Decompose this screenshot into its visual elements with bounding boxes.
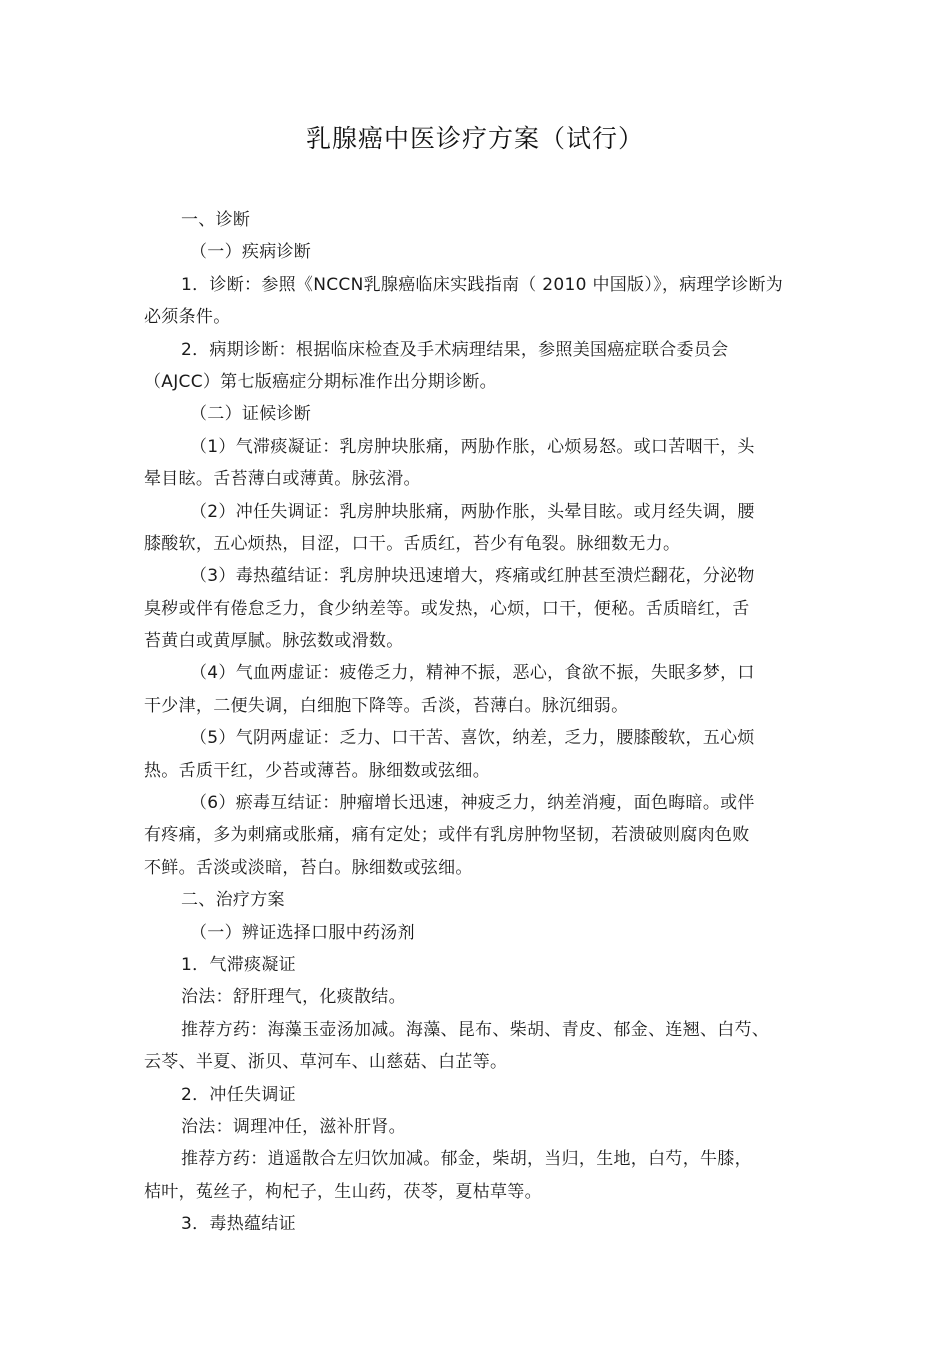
text-line: （3）毒热蕴结证：乳房肿块迅速增大，疼痛或红肿甚至溃烂翻花，分泌物 bbox=[190, 566, 755, 587]
text-line: （AJCC）第七版癌症分期标准作出分期诊断。 bbox=[144, 371, 497, 392]
text-line: 苔黄白或黄厚腻。脉弦数或滑数。 bbox=[144, 631, 404, 652]
text-line: 2．冲任失调证 bbox=[181, 1084, 296, 1105]
text-line: 2．病期诊断：根据临床检查及手术病理结果，参照美国癌症联合委员会 bbox=[181, 339, 729, 360]
text-line: （1）气滞痰凝证：乳房肿块胀痛，两胁作胀，心烦易怒。或口苦咽干，头 bbox=[190, 436, 755, 457]
text-line: 不鲜。舌淡或淡暗，苔白。脉细数或弦细。 bbox=[144, 857, 473, 878]
text-line: （一）辨证选择口服中药汤剂 bbox=[190, 922, 415, 943]
text-line: 一、诊断 bbox=[181, 210, 251, 230]
text-line: 治法：调理冲任，滋补肝肾。 bbox=[181, 1116, 406, 1137]
text-line: 热。舌质干红，少苔或薄苔。脉细数或弦细。 bbox=[144, 760, 490, 781]
text-line: 推荐方药：逍遥散合左归饮加减。郁金，柴胡，当归，生地，白芍，牛膝， bbox=[181, 1149, 752, 1170]
text-line: （二）证候诊断 bbox=[190, 404, 312, 425]
text-line: 有疼痛，多为刺痛或胀痛，痛有定处；或伴有乳房肿物坚韧，若溃破则腐肉色败 bbox=[144, 825, 750, 846]
text-line: 云苓、半夏、浙贝、草河车、山慈菇、白芷等。 bbox=[144, 1052, 508, 1073]
text-line: 二、治疗方案 bbox=[181, 890, 285, 911]
text-line: 1．诊断：参照《NCCN乳腺癌临床实践指南（ 2010 中国版）》，病理学诊断为 bbox=[181, 274, 784, 295]
text-line: 干少津，二便失调，白细胞下降等。舌淡，苔薄白。脉沉细弱。 bbox=[144, 695, 629, 716]
text-line: 推荐方药：海藻玉壶汤加减。海藻、昆布、柴胡、青皮、郁金、连翘、白芍、 bbox=[181, 1019, 770, 1040]
text-line: 治法：舒肝理气，化痰散结。 bbox=[181, 987, 406, 1008]
text-line: （5）气阴两虚证：乏力、口干苦、喜饮，纳差，乏力，腰膝酸软，五心烦 bbox=[190, 728, 755, 749]
document-title: 乳腺癌中医诊疗方案（试行） bbox=[305, 124, 644, 153]
text-line: （6）瘀毒互结证：肿瘤增长迅速，神疲乏力，纳差消瘦，面色晦暗。或伴 bbox=[190, 793, 755, 814]
text-line: （一）疾病诊断 bbox=[190, 242, 312, 263]
text-line: 必须条件。 bbox=[144, 307, 231, 328]
text-line: 3．毒热蕴结证 bbox=[181, 1214, 296, 1235]
text-line: 膝酸软，五心烦热，目涩，口干。舌质红，苔少有龟裂。脉细数无力。 bbox=[144, 533, 681, 554]
text-line: 桔叶，菟丝子，枸杞子，生山药，茯苓，夏枯草等。 bbox=[144, 1181, 542, 1202]
text-line: （2）冲任失调证：乳房肿块胀痛，两胁作胀，头晕目眩。或月经失调，腰 bbox=[190, 501, 755, 522]
text-line: 晕目眩。舌苔薄白或薄黄。脉弦滑。 bbox=[144, 469, 421, 490]
text-line: 臭秽或伴有倦怠乏力，食少纳差等。或发热，心烦，口干，便秘。舌质暗红，舌 bbox=[144, 598, 750, 619]
document-body bbox=[144, 204, 804, 1241]
text-line: （4）气血两虚证：疲倦乏力，精神不振，恶心，食欲不振，失眠多梦，口 bbox=[190, 663, 755, 684]
text-line: 1．气滞痰凝证 bbox=[181, 954, 296, 975]
